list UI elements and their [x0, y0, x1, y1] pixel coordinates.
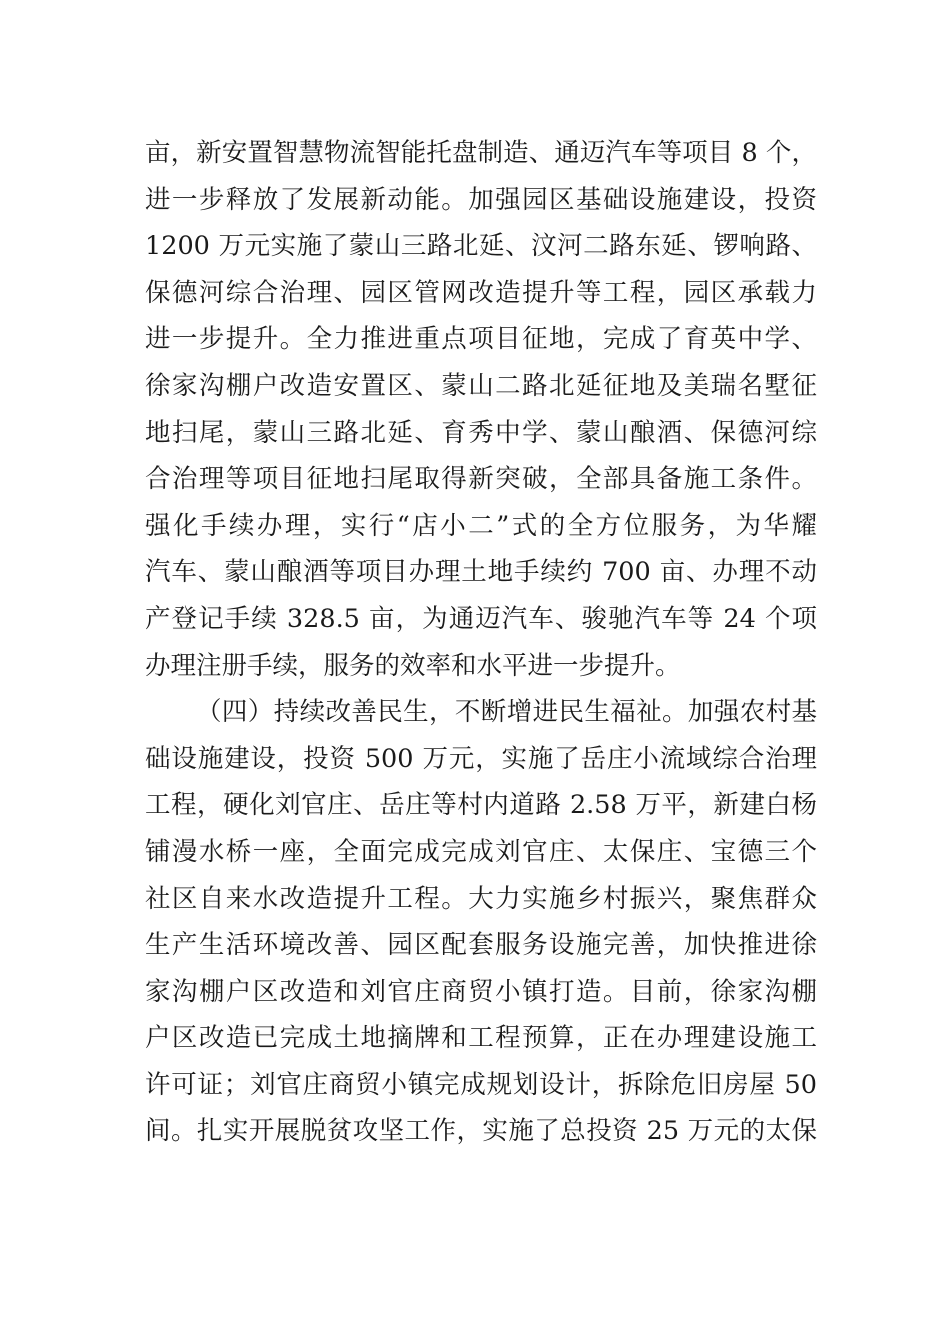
- text-line: 许可证；刘官庄商贸小镇完成规划设计，拆除危旧房屋 50: [145, 1069, 817, 1100]
- text-line: 徐家沟棚户改造安置区、蒙山二路北延征地及美瑞名墅征: [145, 370, 817, 401]
- text-line: 铺漫水桥一座，全面完成完成刘官庄、太保庄、宝德三个: [145, 836, 817, 867]
- text-line: 生产生活环境改善、园区配套服务设施完善，加快推进徐: [145, 930, 817, 961]
- text-line: 户区改造已完成土地摘牌和工程预算，正在办理建设施工: [145, 1023, 817, 1054]
- text-line: 进一步释放了发展新动能。加强园区基础设施建设，投资: [145, 184, 817, 215]
- text-line: 保德河综合治理、园区管网改造提升等工程，园区承载力: [145, 277, 817, 308]
- text-line: 工程，硬化刘官庄、岳庄等村内道路 2.58 万平，新建白杨: [145, 790, 817, 821]
- text-line: 汽车、蒙山酿酒等项目办理土地手续约 700 亩、办理不动: [145, 557, 817, 588]
- text-line: 间。扎实开展脱贫攻坚工作，实施了总投资 25 万元的太保: [145, 1116, 817, 1147]
- text-line: 产登记手续 328.5 亩，为通迈汽车、骏驰汽车等 24 个项: [145, 603, 817, 634]
- text-line: 办理注册手续，服务的效率和水平进一步提升。: [145, 650, 681, 681]
- text-line: （四）持续改善民生，不断增进民生福祉。加强农村基: [196, 697, 817, 728]
- text-line: 社区自来水改造提升工程。大力实施乡村振兴，聚焦群众: [145, 883, 817, 914]
- text-line: 础设施建设，投资 500 万元，实施了岳庄小流域综合治理: [145, 743, 817, 774]
- body-text: [145, 130, 817, 1155]
- text-line: 地扫尾，蒙山三路北延、育秀中学、蒙山酿酒、保德河综: [145, 417, 817, 448]
- text-line: 亩，新安置智慧物流智能托盘制造、通迈汽车等项目 8 个，: [145, 138, 817, 168]
- text-line: 强化手续办理，实行“店小二”式的全方位服务，为华耀: [145, 510, 817, 541]
- text-line: 1200 万元实施了蒙山三路北延、汶河二路东延、锣响路、: [145, 231, 817, 262]
- text-line: 进一步提升。全力推进重点项目征地，完成了育英中学、: [145, 324, 817, 355]
- text-line: 家沟棚户区改造和刘官庄商贸小镇打造。目前，徐家沟棚: [145, 976, 817, 1007]
- text-line: 合治理等项目征地扫尾取得新突破，全部具备施工条件。: [145, 464, 817, 495]
